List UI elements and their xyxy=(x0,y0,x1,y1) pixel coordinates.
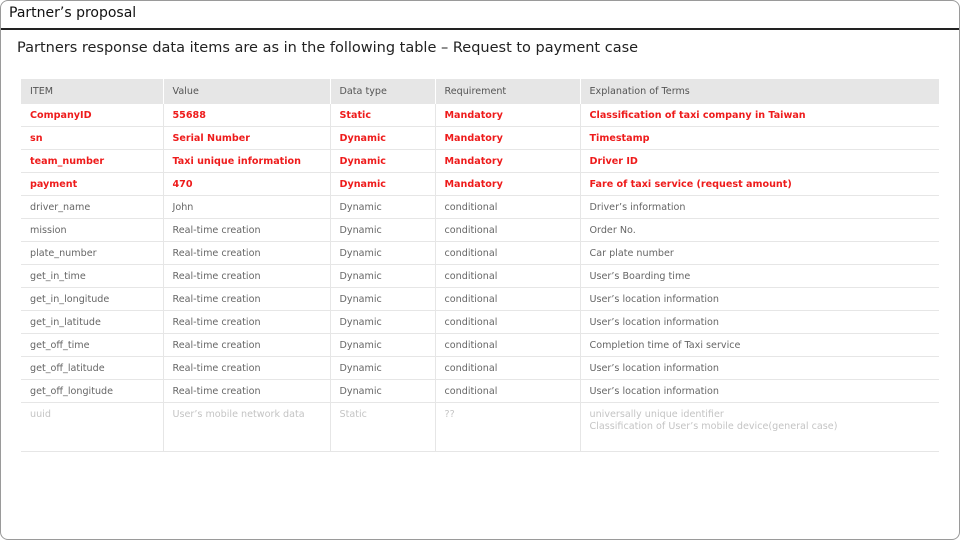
cell-item: uuid xyxy=(21,403,163,452)
cell-explanation xyxy=(580,403,939,452)
cell-requirement: Mandatory xyxy=(435,173,580,196)
cell-explanation: Car plate number xyxy=(580,242,939,265)
cell-explanation: User’s Boarding time xyxy=(580,265,939,288)
cell-requirement: conditional xyxy=(435,219,580,242)
cell-type: Dynamic xyxy=(330,242,435,265)
data-items-table xyxy=(21,79,939,452)
cell-requirement: conditional xyxy=(435,242,580,265)
cell-type: Dynamic xyxy=(330,357,435,380)
table-row xyxy=(21,311,939,334)
cell-explanation: Driver’s information xyxy=(580,196,939,219)
cell-item: get_in_time xyxy=(21,265,163,288)
cell-explanation: User’s location information xyxy=(580,357,939,380)
header-item: ITEM xyxy=(21,79,163,104)
cell-item: mission xyxy=(21,219,163,242)
cell-item: team_number xyxy=(21,150,163,173)
table-row xyxy=(21,242,939,265)
cell-value: Real-time creation xyxy=(163,242,330,265)
cell-explanation: Fare of taxi service (request amount) xyxy=(580,173,939,196)
table-row xyxy=(21,173,939,196)
explanation-line-2: Classification of User’s mobile device(general case) xyxy=(589,421,838,432)
header-data-type: Data type xyxy=(330,79,435,104)
table-row xyxy=(21,288,939,311)
slide-title: Partner’s proposal xyxy=(9,5,137,21)
cell-requirement: conditional xyxy=(435,334,580,357)
cell-type: Dynamic xyxy=(330,196,435,219)
cell-requirement: Mandatory xyxy=(435,127,580,150)
cell-requirement: conditional xyxy=(435,380,580,403)
cell-value: Real-time creation xyxy=(163,334,330,357)
cell-type: Dynamic xyxy=(330,334,435,357)
cell-requirement: conditional xyxy=(435,288,580,311)
cell-requirement: Mandatory xyxy=(435,104,580,127)
table-row xyxy=(21,219,939,242)
cell-value: Real-time creation xyxy=(163,265,330,288)
cell-explanation: User’s location information xyxy=(580,380,939,403)
cell-value: Real-time creation xyxy=(163,380,330,403)
table-row xyxy=(21,150,939,173)
cell-requirement: conditional xyxy=(435,311,580,334)
cell-type: Static xyxy=(330,104,435,127)
cell-type: Dynamic xyxy=(330,150,435,173)
cell-value: Real-time creation xyxy=(163,311,330,334)
cell-explanation: Order No. xyxy=(580,219,939,242)
cell-item: get_off_time xyxy=(21,334,163,357)
cell-requirement: Mandatory xyxy=(435,150,580,173)
title-bar xyxy=(1,1,959,30)
table-row xyxy=(21,127,939,150)
cell-value: Taxi unique information xyxy=(163,150,330,173)
cell-type: Static xyxy=(330,403,435,452)
cell-type: Dynamic xyxy=(330,311,435,334)
cell-requirement: conditional xyxy=(435,196,580,219)
cell-item: driver_name xyxy=(21,196,163,219)
cell-value: Serial Number xyxy=(163,127,330,150)
cell-item: CompanyID xyxy=(21,104,163,127)
cell-type: Dynamic xyxy=(330,173,435,196)
cell-type: Dynamic xyxy=(330,265,435,288)
cell-item: sn xyxy=(21,127,163,150)
cell-type: Dynamic xyxy=(330,127,435,150)
cell-item: plate_number xyxy=(21,242,163,265)
cell-explanation: User’s location information xyxy=(580,311,939,334)
cell-value: Real-time creation xyxy=(163,357,330,380)
cell-requirement: conditional xyxy=(435,265,580,288)
cell-requirement: ?? xyxy=(435,403,580,452)
cell-value: User’s mobile network data xyxy=(163,403,330,452)
table-row xyxy=(21,380,939,403)
cell-value: Real-time creation xyxy=(163,288,330,311)
cell-type: Dynamic xyxy=(330,219,435,242)
table-header-row xyxy=(21,79,939,104)
table-row xyxy=(21,357,939,380)
table-row xyxy=(21,403,939,452)
cell-value: John xyxy=(163,196,330,219)
cell-item: get_off_latitude xyxy=(21,357,163,380)
cell-item: payment xyxy=(21,173,163,196)
cell-type: Dynamic xyxy=(330,380,435,403)
table-row xyxy=(21,334,939,357)
explanation-line-1: universally unique identifier xyxy=(589,409,724,420)
cell-value: 55688 xyxy=(163,104,330,127)
cell-explanation: User’s location information xyxy=(580,288,939,311)
cell-explanation: Completion time of Taxi service xyxy=(580,334,939,357)
cell-explanation: Timestamp xyxy=(580,127,939,150)
header-explanation: Explanation of Terms xyxy=(580,79,939,104)
header-requirement: Requirement xyxy=(435,79,580,104)
cell-value: 470 xyxy=(163,173,330,196)
cell-item: get_off_longitude xyxy=(21,380,163,403)
cell-explanation: Driver ID xyxy=(580,150,939,173)
header-value: Value xyxy=(163,79,330,104)
table-row xyxy=(21,196,939,219)
cell-explanation: Classification of taxi company in Taiwan xyxy=(580,104,939,127)
table-row xyxy=(21,104,939,127)
cell-item: get_in_longitude xyxy=(21,288,163,311)
slide-subtitle: Partners response data items are as in the following table – Request to payment case xyxy=(17,40,639,56)
cell-item: get_in_latitude xyxy=(21,311,163,334)
cell-requirement: conditional xyxy=(435,357,580,380)
table-row xyxy=(21,265,939,288)
cell-type: Dynamic xyxy=(330,288,435,311)
cell-value: Real-time creation xyxy=(163,219,330,242)
